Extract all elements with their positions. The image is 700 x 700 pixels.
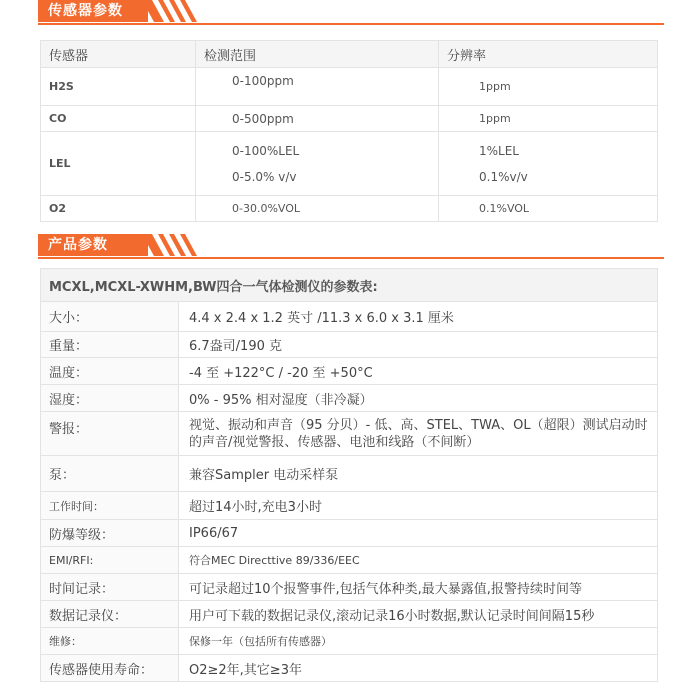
table-row: [41, 601, 658, 628]
product-table-caption-row: [41, 269, 658, 302]
param-label: 传感器使用寿命：: [41, 655, 179, 682]
param-value: 符合MEC Directtive 89/336/EEC: [179, 547, 658, 574]
slash-decoration-icon: [142, 234, 222, 256]
param-label: 时间记录：: [41, 574, 179, 601]
table-row: [41, 655, 658, 682]
sensor-range: 0-100ppm: [196, 68, 439, 106]
sensor-range: 0-100%LEL: [232, 143, 300, 158]
param-value: 可记录超过10个报警事件,包括气体种类,最大暴露值,报警持续时间等: [179, 574, 658, 601]
table-row: [41, 412, 658, 456]
param-label: 泵：: [41, 456, 179, 492]
param-label: 防爆等级：: [41, 520, 179, 547]
sensor-resolution-cell: [439, 132, 658, 196]
table-row: [41, 132, 658, 196]
sensor-resolution-secondary: 0.1%v/v: [479, 169, 528, 184]
param-value: 兼容Sampler 电动采样泵: [179, 456, 658, 492]
table-row: [41, 106, 658, 132]
table-row: [41, 628, 658, 655]
table-row: [41, 385, 658, 412]
sensor-resolution: 1ppm: [439, 106, 658, 132]
section-divider: [38, 23, 664, 25]
slash-decoration-icon: [142, 0, 222, 22]
param-value: 保修一年（包括所有传感器）: [179, 628, 658, 655]
sensor-range: 0-500ppm: [196, 106, 439, 132]
param-label: 数据记录仪：: [41, 601, 179, 628]
param-label: 警报：: [41, 412, 179, 456]
section-divider: [38, 257, 664, 259]
sensor-range: 0-30.0%VOL: [196, 196, 439, 222]
param-value: 超过14小时,充电3小时: [179, 492, 658, 520]
table-row: [41, 574, 658, 601]
sensor-table-header: [41, 41, 658, 68]
product-table-caption: MCXL,MCXL-XWHM,BW四合一气体检测仪的参数表:: [41, 269, 658, 302]
param-value: 6.7盎司/190 克: [179, 332, 658, 358]
sensor-name: H2S: [41, 68, 196, 106]
table-row: [41, 68, 658, 106]
table-row: [41, 332, 658, 358]
table-row: [41, 492, 658, 520]
product-section-title: 产品参数: [38, 234, 148, 256]
param-value: IP66/67: [179, 520, 658, 547]
header-sensor: 传感器: [41, 41, 196, 68]
header-resolution: 分辨率: [439, 41, 658, 68]
sensor-range-cell: [196, 132, 439, 196]
param-value: 用户可下载的数据记录仪,滚动记录16小时数据,默认记录时间间隔15秒: [179, 601, 658, 628]
product-section-header: [38, 234, 664, 260]
header-range: 检测范围: [196, 41, 439, 68]
sensor-name: O2: [41, 196, 196, 222]
param-value: O2≥2年,其它≥3年: [179, 655, 658, 682]
param-value: 4.4 x 2.4 x 1.2 英寸 /11.3 x 6.0 x 3.1 厘米: [179, 302, 658, 332]
sensor-name: CO: [41, 106, 196, 132]
table-row: [41, 520, 658, 547]
table-row: [41, 456, 658, 492]
param-value: -4 至 +122°C / -20 至 +50°C: [179, 358, 658, 385]
sensor-section-header: [38, 0, 664, 26]
sensor-name: LEL: [41, 132, 196, 196]
param-label: 温度：: [41, 358, 179, 385]
table-row: [41, 196, 658, 222]
param-label: 湿度：: [41, 385, 179, 412]
param-label: 工作时间：: [41, 492, 179, 520]
sensor-resolution: 1%LEL: [479, 143, 519, 158]
param-value: 视觉、振动和声音（95 分贝）- 低、高、STEL、TWA、OL（超限）测试启动时的声音/视觉警报、传感器、电池和线路（不间断）: [179, 412, 658, 456]
table-row: [41, 547, 658, 574]
sensor-section-title: 传感器参数: [38, 0, 148, 22]
sensor-table: [40, 40, 658, 222]
table-row: [41, 302, 658, 332]
param-label: EMI/RFI:: [41, 547, 179, 574]
param-value: 0% - 95% 相对湿度（非冷凝）: [179, 385, 658, 412]
param-label: 大小：: [41, 302, 179, 332]
sensor-resolution: 0.1%VOL: [439, 196, 658, 222]
table-row: [41, 358, 658, 385]
param-label: 维修：: [41, 628, 179, 655]
sensor-resolution: 1ppm: [439, 68, 658, 106]
param-label: 重量：: [41, 332, 179, 358]
product-table: [40, 268, 658, 682]
sensor-range-secondary: 0-5.0% v/v: [232, 169, 297, 184]
